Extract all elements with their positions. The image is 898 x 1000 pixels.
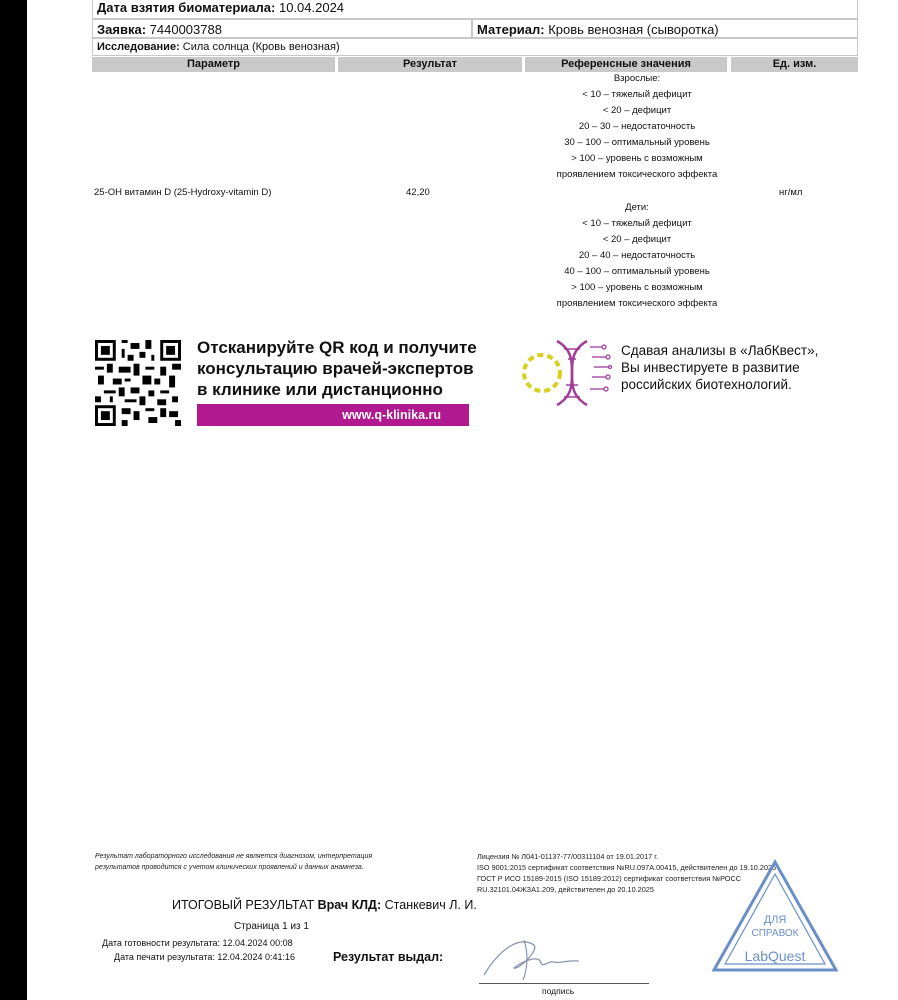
ready-date-value: 12.04.2024 00:08 xyxy=(222,938,293,948)
column-parameter: Параметр xyxy=(92,57,335,72)
ready-date-label: Дата готовности результата: xyxy=(102,938,220,948)
material-cell xyxy=(472,19,858,38)
print-date-label: Дата печати результата: xyxy=(114,952,215,962)
sample-date-cell xyxy=(92,0,858,19)
license-line: ISO 9001:2015 сертификат соответствия №RU.097A.00415, действителен до 19.10.2025 xyxy=(477,863,777,872)
reference-line: < 10 – тяжелый дефицит xyxy=(582,218,692,229)
print-date-value: 12.04.2024 0:41:16 xyxy=(217,952,295,962)
signature-label: подпись xyxy=(542,986,575,996)
reference-line: < 20 – дефицит xyxy=(602,105,672,116)
license-line: RU.32101.04ЖЗА1.209, действителен до 20.10.2025 xyxy=(477,885,654,894)
sample-date-label: Дата взятия биоматериала: xyxy=(97,0,276,15)
reference-adults xyxy=(522,71,752,183)
final-result-label: ИТОГОВЫЙ РЕЗУЛЬТАТ xyxy=(172,898,315,912)
order-label: Заявка: xyxy=(97,22,147,37)
reference-line: проявлением токсического эффекта xyxy=(556,298,718,309)
order-value: 7440003788 xyxy=(149,22,222,37)
order-cell xyxy=(92,19,472,38)
parameter-name: 25-OH витамин D (25-Hydroxy-vitamin D) xyxy=(94,187,272,198)
reference-line: 20 – 40 – недостаточность xyxy=(578,250,696,261)
result-value: 42,20 xyxy=(406,187,430,198)
reference-line: < 20 – дефицит xyxy=(602,234,672,245)
column-result: Результат xyxy=(338,57,522,72)
promo-text xyxy=(197,337,477,400)
column-unit: Ед. изм. xyxy=(731,57,858,72)
ready-date xyxy=(102,938,293,948)
clinic-link[interactable]: www.q-klinika.ru xyxy=(197,404,469,426)
lab-line: Вы инвестируете в развитие xyxy=(621,360,800,375)
reference-line: Дети: xyxy=(625,202,649,213)
reference-line: 40 – 100 – оптимальный уровень xyxy=(564,266,710,277)
unit-value: нг/мл xyxy=(779,187,803,198)
labquest-stamp-icon xyxy=(710,858,840,978)
final-result-line xyxy=(172,898,477,912)
stamp-brand: LabQuest xyxy=(744,948,806,964)
study-cell xyxy=(92,38,858,56)
promo-line: в клинике или дистанционно xyxy=(197,380,443,399)
stamp-line-2: СПРАВОК xyxy=(751,928,799,939)
lab-line: российских биотехнологий. xyxy=(621,377,792,392)
qr-code-icon[interactable] xyxy=(95,340,181,426)
stamp-line-1: ДЛЯ xyxy=(763,914,787,926)
doctor-label: Врач КЛД: xyxy=(317,898,382,912)
reference-line: > 100 – уровень с возможным xyxy=(571,282,703,293)
license-line: ГОСТ Р ИСО 15189-2015 (ISO 15189:2012) сертификат соответствия №РОСС xyxy=(477,874,741,883)
material-value: Кровь венозная (сыворотка) xyxy=(548,22,719,37)
disclaimer-line: результатов проводится с учетом клинических проявлений и данных анамнеза. xyxy=(95,864,364,871)
doctor-name: Станкевич Л. И. xyxy=(384,898,477,912)
reference-line: > 100 – уровень с возможным xyxy=(571,153,703,164)
promo-line: консультацию врачей-экспертов xyxy=(197,359,474,378)
reference-line: Взрослые: xyxy=(613,73,661,84)
sample-date-value: 10.04.2024 xyxy=(278,0,345,15)
reference-children xyxy=(522,200,752,312)
signature-line xyxy=(479,983,649,984)
lab-slogan xyxy=(621,342,818,393)
reference-line: < 10 – тяжелый дефицит xyxy=(582,89,692,100)
license-line: Лицензия № Л041-01137-77/00311104 от 19.01.2017 г. xyxy=(477,852,659,861)
reference-line: проявлением токсического эффекта xyxy=(556,169,718,180)
reference-line: 20 – 30 – недостаточность xyxy=(578,121,696,132)
disclaimer xyxy=(95,851,372,873)
print-date xyxy=(114,952,295,962)
signature-icon xyxy=(479,930,599,985)
study-label: Исследование: xyxy=(97,41,180,53)
document-page xyxy=(27,0,898,1000)
dna-gear-logo-icon xyxy=(512,333,612,411)
study-value: Сила солнца (Кровь венозная) xyxy=(182,41,340,53)
reference-line: 30 – 100 – оптимальный уровень xyxy=(564,137,710,148)
column-reference: Референсные значения xyxy=(525,57,727,72)
lab-line: Сдавая анализы в «ЛабКвест», xyxy=(621,343,819,358)
page-number: Страница 1 из 1 xyxy=(234,921,309,932)
issued-by-label: Результат выдал: xyxy=(333,950,444,964)
disclaimer-line: Результат лабораторного исследования не является диагнозом, интерпретация xyxy=(95,853,373,860)
material-label: Материал: xyxy=(477,22,545,37)
promo-line: Отсканируйте QR код и получите xyxy=(197,338,477,357)
